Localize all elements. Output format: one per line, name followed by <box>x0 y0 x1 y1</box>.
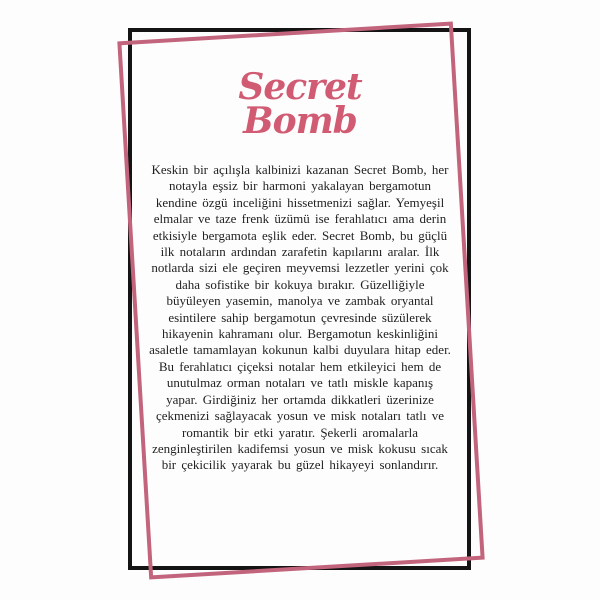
product-title-line2: Bomb <box>243 100 357 142</box>
product-title-line1: Secret <box>238 66 362 108</box>
product-title <box>238 66 362 142</box>
card-content <box>150 32 450 474</box>
product-description: Keskin bir açılışla kalbinizi kazanan Secret Bomb, her notayla eşsiz bir harmoni yakalayan bergamotun kendine özgü inceliğini hissetmenizi sağlar. Yemyeşil elmalar ve taze frenk üzümü ise ferahlatıcı ama derin etkisiyle bergamota eşlik eder. Secret Bomb, bu güçlü ilk notaların ardından zarafetin kapılarını aralar. İlk notlarda sizi ele geçiren meyvemsi lezzetler yerini çok daha sofistike bir kokuya bırakır. Güzelliğiyle büyüleyen yasemin, manolya ve zambak oryantal esintilere sahip bergamotun çevresinde süzülerek hikayenin kahramanı olur. Bergamotun keskinliğini asaletle tamamlayan kokunun kalbi duyulara hitap eder. Bu ferahlatıcı çiçeksi notalar hem etkileyici hem de unutulmaz orman notaları ve tatlı miskle kapanış yapar. Girdiğiniz her ortamda dikkatleri üzerinize çekmenizi sağlayacak yosun ve misk notaları tatlı ve romantik bir etki yaratır. Şekerli aromalarla zenginleştirilen kadifemsi yosun ve misk kokusu sıcak bir çekicilik yayarak bu güzel hikayeyi sonlandırır. <box>149 162 451 473</box>
